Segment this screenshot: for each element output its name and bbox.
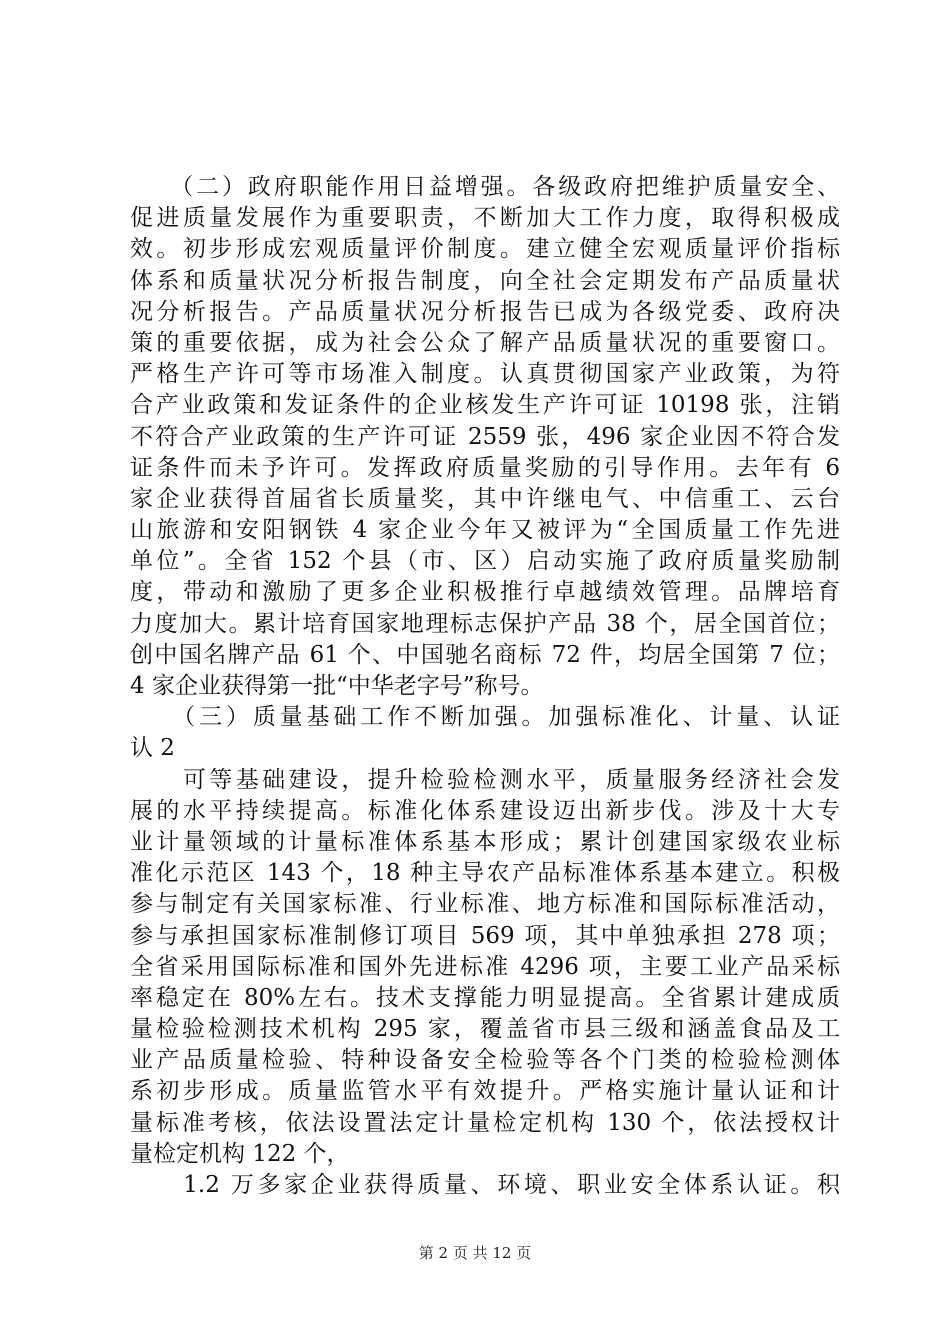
text-line: 策的重要依据，成为社会公众了解产品质量状况的重要窗口。 [130, 329, 840, 356]
text-line: 全省采用国际标准和国外先进标准 4296 项，主要工业产品采标 [130, 953, 840, 980]
text-line: 参与制定有关国家标准、行业标准、地方标准和国际标准活动， [130, 891, 840, 918]
text-line: 况分析报告。产品质量状况分析报告已成为各级党委、政府决 [130, 298, 840, 325]
text-line: 1.2 万多家企业获得质量、环境、职业安全体系认证。积 [130, 1172, 840, 1198]
text-line: 合产业政策和发证条件的企业核发生产许可证 10198 张，注销 [130, 392, 840, 419]
text-line: 严格生产许可等市场准入制度。认真贯彻国家产业政策，为符 [130, 361, 840, 388]
text-line: 参与承担国家标准制修订项目 569 项，其中单独承担 278 项； [130, 922, 840, 949]
text-line: 不符合产业政策的生产许可证 2559 张，496 家企业因不符合发 [130, 423, 840, 450]
text-line: （二）政府职能作用日益增强。各级政府把维护质量安全、 [130, 174, 840, 200]
text-line: 4 家企业获得第一批“中华老字号”称号。 [130, 673, 544, 699]
text-line: 体系和质量状况分析报告制度，向全社会定期发布产品质量状 [130, 267, 840, 294]
text-line: 创中国名牌产品 61 个、中国驰名商标 72 件，均居全国第 7 位； [130, 641, 840, 668]
text-line: （三）质量基础工作不断加强。加强标准化、计量、认证 [130, 704, 840, 731]
text-line: 认 2 [130, 735, 175, 762]
body-text [130, 172, 840, 1201]
page-footer: 第 2 页 共 12 页 [418, 1244, 532, 1262]
text-line: 力度加大。累计培育国家地理标志保护产品 38 个，居全国首位； [130, 610, 840, 637]
text-line: 单位”。全省 152 个县（市、区）启动实施了政府质量奖励制 [130, 548, 840, 575]
text-line: 展的水平持续提高。标准化体系建设迈出新步伐。涉及十大专 [130, 797, 840, 824]
text-line: 山旅游和安阳钢铁 4 家企业今年又被评为“全国质量工作先进 [130, 517, 840, 544]
text-line: 量检定机构 122 个， [130, 1140, 350, 1167]
text-line: 促进质量发展作为重要职责，不断加大工作力度，取得积极成 [130, 205, 840, 232]
text-line: 证条件而未予许可。发挥政府质量奖励的引导作用。去年有 6 [130, 454, 840, 481]
text-line: 可等基础建设，提升检验检测水平，质量服务经济社会发 [130, 766, 840, 793]
text-line: 量标准考核，依法设置法定计量检定机构 130 个，依法授权计 [130, 1109, 840, 1136]
text-line: 系初步形成。质量监管水平有效提升。严格实施计量认证和计 [130, 1078, 840, 1105]
text-line: 家企业获得首届省长质量奖，其中许继电气、中信重工、云台 [130, 485, 840, 512]
text-line: 效。初步形成宏观质量评价制度。建立健全宏观质量评价指标 [130, 236, 840, 263]
text-line: 度，带动和激励了更多企业积极推行卓越绩效管理。品牌培育 [130, 579, 840, 606]
text-line: 业产品质量检验、特种设备安全检验等各个门类的检验检测体 [130, 1047, 840, 1074]
text-line: 量检验检测技术机构 295 家，覆盖省市县三级和涵盖食品及工 [130, 1016, 840, 1043]
text-line: 业计量领域的计量标准体系基本形成；累计创建国家级农业标 [130, 828, 840, 855]
text-line: 率稳定在 80%左右。技术支撑能力明显提高。全省累计建成质 [130, 984, 840, 1011]
text-line: 准化示范区 143 个，18 种主导农产品标准体系基本建立。积极 [130, 860, 840, 887]
